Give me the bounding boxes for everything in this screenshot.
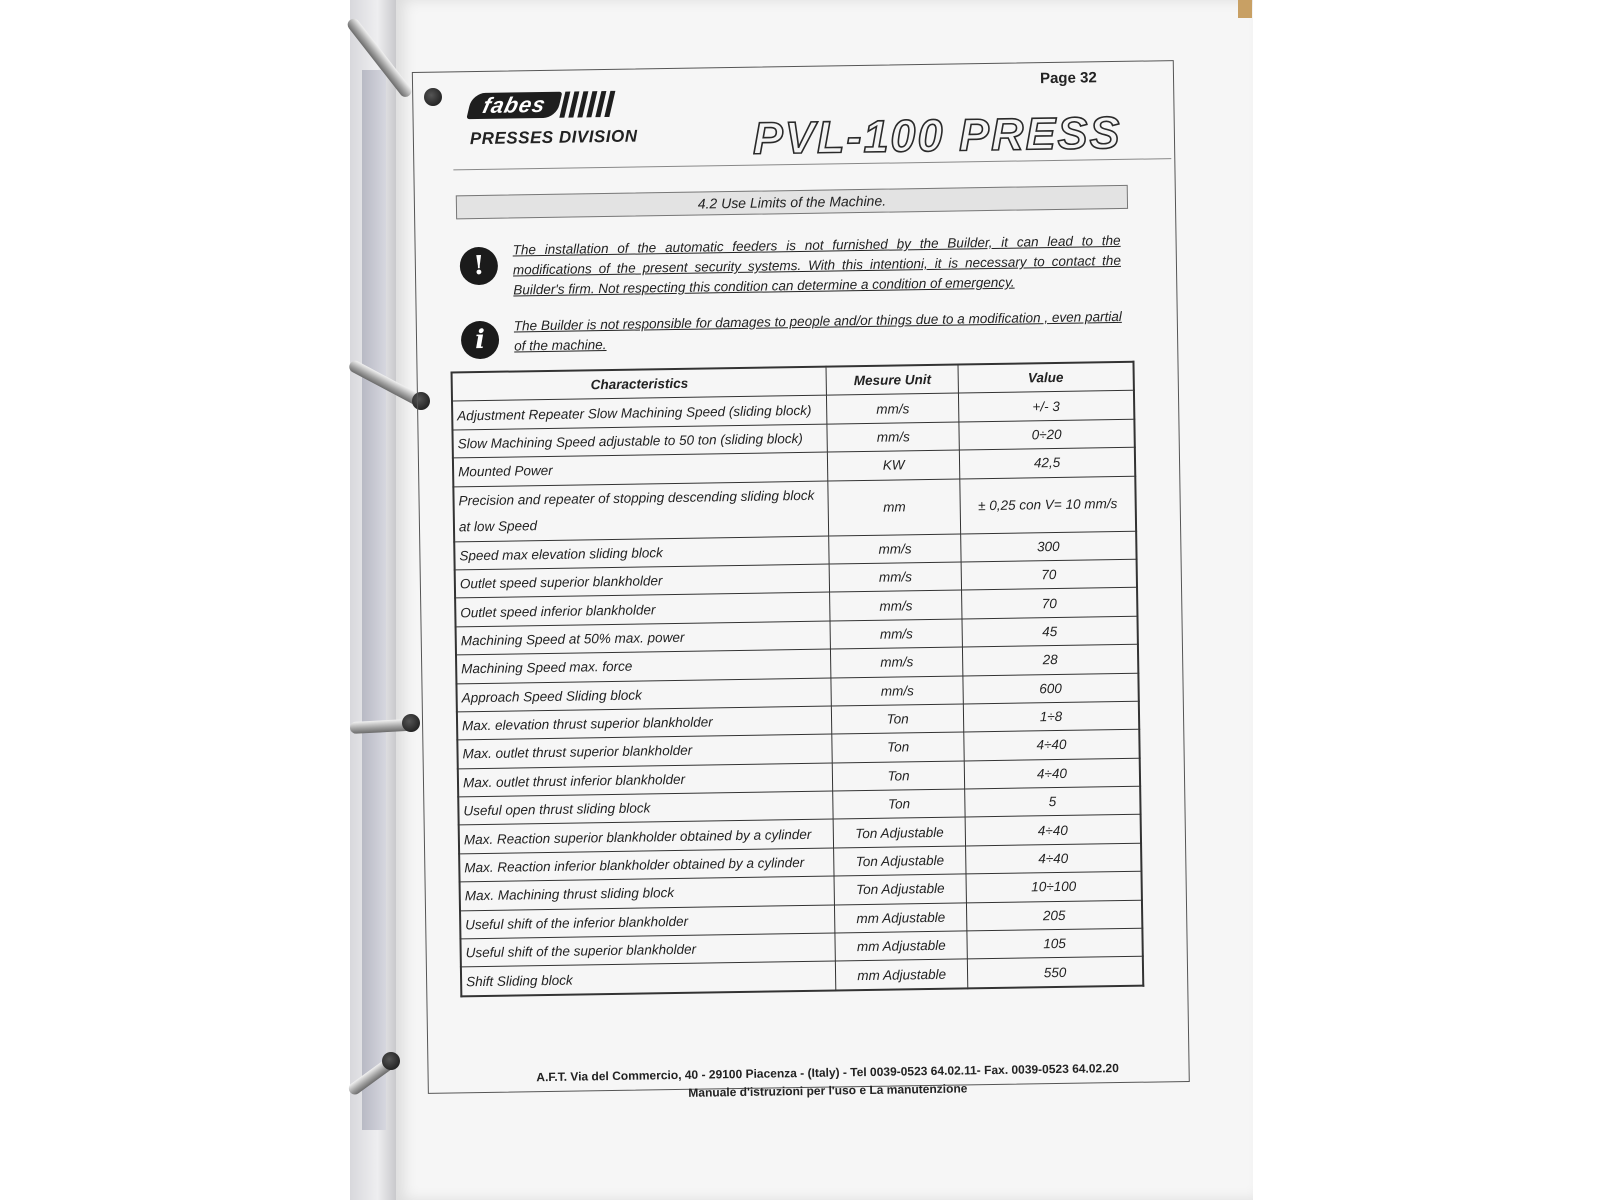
division-label: PRESSES DIVISION <box>469 126 638 149</box>
characteristic-cell: Speed max elevation sliding block <box>454 536 829 570</box>
unit-cell: mm Adjustable <box>835 903 967 933</box>
warning-note: The installation of the automatic feeders is not furnished by the Builder, it can lead to the modifications of the present security systems. With this intentioni, it is necessary to contact the Builder's firm. Not respecting this condition can determine a condition of emergency. <box>512 232 1121 298</box>
document-title: PVL-100 PRESS <box>752 106 1122 164</box>
unit-cell: mm/s <box>827 422 959 452</box>
unit-cell: mm <box>828 479 961 536</box>
value-cell: 70 <box>961 559 1137 590</box>
value-cell: 28 <box>962 644 1138 675</box>
logo-stripes <box>562 91 612 118</box>
page-number: Page 32 <box>1039 69 1097 88</box>
unit-cell: mm/s <box>830 590 962 620</box>
footer-manual-title: Manuale d'istruzioni per l'uso e La manutenzione <box>688 1081 968 1100</box>
value-cell: 5 <box>965 786 1141 817</box>
value-cell: +/- 3 <box>958 391 1134 422</box>
unit-cell: Ton Adjustable <box>834 874 966 904</box>
characteristic-cell: Precision and repeater of stopping descending sliding block at low Speed <box>453 481 829 542</box>
value-cell: 42,5 <box>959 447 1135 478</box>
unit-cell: Ton Adjustable <box>833 817 965 847</box>
value-cell: 205 <box>966 900 1142 931</box>
value-cell: 600 <box>963 673 1139 704</box>
characteristic-cell: Shift Sliding block <box>461 961 836 996</box>
unit-cell: Ton <box>832 704 964 734</box>
characteristic-cell: Useful shift of the superior blankholder <box>460 933 835 967</box>
header-value: Value <box>958 362 1134 394</box>
value-cell: 70 <box>962 588 1138 619</box>
characteristic-cell: Approach Speed Sliding block <box>456 678 831 712</box>
value-cell: 45 <box>962 616 1138 647</box>
value-cell: 4÷40 <box>965 815 1141 846</box>
unit-cell: mm/s <box>831 675 963 705</box>
value-cell: 4÷40 <box>964 730 1140 761</box>
unit-cell: mm/s <box>830 619 962 649</box>
value-cell: 300 <box>961 531 1137 562</box>
unit-cell: mm/s <box>827 393 959 423</box>
value-cell: 4÷40 <box>964 758 1140 789</box>
unit-cell: mm Adjustable <box>835 931 967 961</box>
characteristic-cell: Max. Reaction superior blankholder obtained by a cylinder <box>459 819 834 853</box>
unit-cell: Ton <box>833 789 965 819</box>
value-cell: 105 <box>967 928 1143 959</box>
characteristic-cell: Outlet speed inferior blankholder <box>455 592 830 626</box>
info-note: The Builder is not responsible for damages to people and/or things due to a modification , even partial of the machine. <box>513 308 1122 354</box>
unit-cell: mm/s <box>831 647 963 677</box>
characteristic-cell: Max. outlet thrust inferior blankholder <box>458 763 833 797</box>
binder-cover-edge <box>362 70 386 1130</box>
characteristic-cell: Max. outlet thrust superior blankholder <box>457 734 832 768</box>
characteristic-cell: Useful shift of the inferior blankholder <box>460 905 835 939</box>
characteristic-cell: Max. Machining thrust sliding block <box>460 876 835 910</box>
characteristic-cell: Max. elevation thrust superior blankholder <box>457 706 832 740</box>
value-cell: ± 0,25 con V= 10 mm/s <box>960 476 1136 534</box>
characteristic-cell: Adjustment Repeater Slow Machining Speed (sliding block) <box>452 395 827 429</box>
info-icon: i <box>461 321 500 360</box>
unit-cell: mm/s <box>829 534 961 564</box>
exclamation-icon: ! <box>460 247 499 286</box>
header-mesure-unit: Mesure Unit <box>826 365 958 396</box>
characteristic-cell: Slow Machining Speed adjustable to 50 ton (sliding block) <box>452 424 827 458</box>
characteristic-cell: Useful open thrust sliding block <box>458 791 833 825</box>
section-title: 4.2 Use Limits of the Machine. <box>456 185 1128 220</box>
unit-cell: mm/s <box>829 562 961 592</box>
footer-address: A.F.T. Via del Commercio, 40 - 29100 Piacenza - (Italy) - Tel 0039-0523 64.02.11- Fax. 0039-0523 64.02.20 <box>536 1061 1119 1085</box>
characteristic-cell: Machining Speed at 50% max. power <box>456 621 831 655</box>
value-cell: 10÷100 <box>966 871 1142 902</box>
value-cell: 550 <box>967 957 1143 989</box>
manual-page-content <box>412 60 1190 1118</box>
header-characteristics: Characteristics <box>452 367 827 402</box>
value-cell: 4÷40 <box>966 843 1142 874</box>
fabes-logo <box>466 92 562 120</box>
characteristic-cell: Mounted Power <box>453 452 828 486</box>
characteristic-cell: Machining Speed max. force <box>456 649 831 683</box>
value-cell: 0÷20 <box>959 419 1135 450</box>
value-cell: 1÷8 <box>963 701 1139 732</box>
unit-cell: Ton <box>832 732 964 762</box>
unit-cell: Ton Adjustable <box>834 846 966 876</box>
binder-ring-end-4 <box>382 1052 400 1070</box>
binder-ring-end-3 <box>402 714 420 732</box>
unit-cell: Ton <box>833 761 965 791</box>
logo-text: fabes <box>480 91 549 118</box>
unit-cell: mm Adjustable <box>836 959 968 990</box>
use-limits-table <box>451 361 1145 997</box>
unit-cell: KW <box>828 450 960 480</box>
characteristic-cell: Max. Reaction inferior blankholder obtained by a cylinder <box>459 848 834 882</box>
characteristic-cell: Outlet speed superior blankholder <box>455 564 830 598</box>
tab-divider-edge <box>1238 0 1252 18</box>
